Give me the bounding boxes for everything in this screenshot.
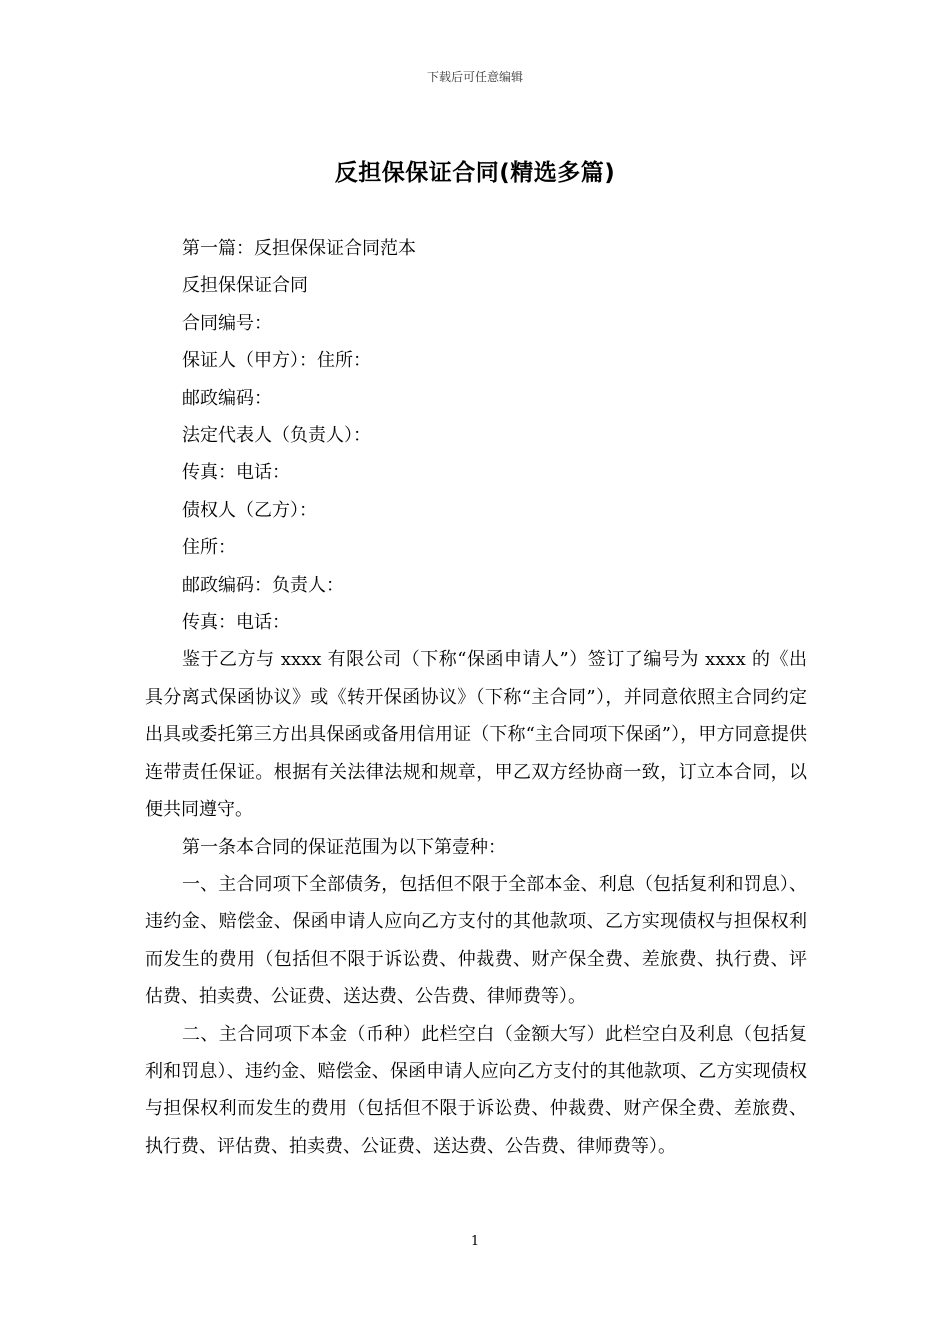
fax-phone-field-2: 传真：电话： xyxy=(182,612,290,634)
section-heading: 第一篇：反担保保证合同范本 xyxy=(182,238,416,259)
contract-name: 反担保保证合同 xyxy=(182,275,308,297)
scope-option-one: 一、主合同项下全部债务，包括但不限于全部本金、利息（包括复利和罚息）、违约金、赔偿金、保函申请人应向乙方支付的其他款项、乙方实现债权与担保权利而发生的费用（包括但不限于诉讼费、仲裁费、财产保全费、差旅费、执行费、评估费、拍卖费、公证费、送达费、公告费、律师费等）。 xyxy=(145,873,807,1008)
creditor-field: 债权人（乙方）： xyxy=(182,499,317,521)
scope-option-two: 二、主合同项下本金（币种）此栏空白（金额大写）此栏空白及利息（包括复利和罚息）、违约金、赔偿金、保函申请人应向乙方支付的其他款项、乙方实现债权与担保权利而发生的费用（包括但不限于诉讼费、仲裁费、财产保全费、差旅费、执行费、评估费、拍卖费、公证费、送达费、公告费、律师费等）。 xyxy=(145,1023,807,1157)
guarantor-field: 保证人（甲方）：住所： xyxy=(182,350,371,372)
address-field: 住所： xyxy=(182,537,236,559)
preamble-paragraph: 鉴于乙方与 xxxx 有限公司（下称“保函申请人”）签订了编号为 xxxx 的《出具分离式保函协议》或《转开保函协议》（下称“主合同”），并同意依照主合同约定出具或委托第三方出具保函或备用信用证（下称“主合同项下保函”），甲方同意提供连带责任保证。根据有关法律法规和规章，甲乙双方经协商一致，订立本合同，以便共同遵守。 xyxy=(145,649,807,821)
contract-number-field: 合同编号： xyxy=(182,312,272,334)
page-number: 1 xyxy=(470,1234,480,1249)
legal-representative-field: 法定代表人（负责人）： xyxy=(182,425,371,447)
article-one-heading: 第一条本合同的保证范围为以下第壹种： xyxy=(182,836,506,858)
document-title: 反担保保证合同(精选多篇) xyxy=(334,160,616,186)
postal-responsible-field: 邮政编码：负责人： xyxy=(182,574,344,596)
document-body xyxy=(145,230,807,1165)
postal-code-field: 邮政编码： xyxy=(182,387,272,409)
fax-phone-field: 传真：电话： xyxy=(182,462,290,484)
page-header-note: 下载后可任意编辑 xyxy=(426,70,523,84)
